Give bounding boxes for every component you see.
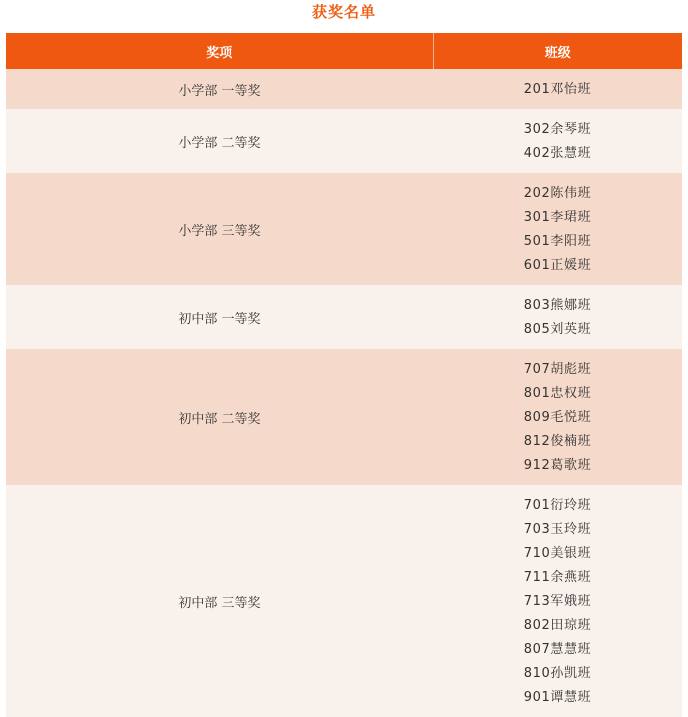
class-name: 901谭慧班 <box>523 690 592 705</box>
award-cell: 初中部 一等奖 <box>6 285 433 349</box>
class-name: 710美银班 <box>523 546 592 561</box>
table-row <box>6 69 682 109</box>
award-cell: 小学部 三等奖 <box>6 173 433 285</box>
classes-cell <box>433 109 682 173</box>
class-list <box>433 349 682 485</box>
class-name: 711余燕班 <box>523 570 592 585</box>
class-name: 803熊娜班 <box>523 298 592 313</box>
classes-cell <box>433 485 682 717</box>
table-body <box>6 69 682 717</box>
header-class: 班级 <box>433 33 682 69</box>
table-row <box>6 173 682 285</box>
class-name: 201邓怡班 <box>523 82 592 97</box>
class-name: 701衍玲班 <box>523 498 592 513</box>
page-title: 获奖名单 <box>311 3 376 21</box>
class-name: 713军娥班 <box>523 594 592 609</box>
award-cell: 小学部 二等奖 <box>6 109 433 173</box>
classes-cell <box>433 285 682 349</box>
class-name: 810孙凯班 <box>523 666 592 681</box>
class-name: 601正媛班 <box>523 258 592 273</box>
award-cell: 初中部 三等奖 <box>6 485 433 717</box>
class-list <box>433 69 682 109</box>
class-list <box>433 285 682 349</box>
class-name: 809毛悦班 <box>523 410 592 425</box>
award-cell: 初中部 二等奖 <box>6 349 433 485</box>
class-name: 801忠权班 <box>523 386 592 401</box>
class-list <box>433 485 682 717</box>
table-row <box>6 349 682 485</box>
classes-cell <box>433 69 682 109</box>
table-row <box>6 109 682 173</box>
class-name: 912葛歌班 <box>523 458 592 473</box>
table-header-row <box>6 33 682 69</box>
table-row <box>6 285 682 349</box>
class-name: 707胡彪班 <box>523 362 592 377</box>
classes-cell <box>433 173 682 285</box>
award-cell: 小学部 一等奖 <box>6 69 433 109</box>
table-row <box>6 485 682 717</box>
class-name: 302余琴班 <box>523 122 592 137</box>
class-list <box>433 173 682 285</box>
class-name: 501李阳班 <box>523 234 592 249</box>
class-name: 807慧慧班 <box>523 642 592 657</box>
class-list <box>433 109 682 173</box>
class-name: 802田琼班 <box>523 618 592 633</box>
header-award: 奖项 <box>6 33 433 69</box>
classes-cell <box>433 349 682 485</box>
class-name: 703玉玲班 <box>523 522 592 537</box>
class-name: 301李珺班 <box>523 210 592 225</box>
class-name: 402张慧班 <box>523 146 592 161</box>
class-name: 805刘英班 <box>523 322 592 337</box>
award-table <box>6 33 682 717</box>
class-name: 202陈伟班 <box>523 186 592 201</box>
class-name: 812俊楠班 <box>523 434 592 449</box>
